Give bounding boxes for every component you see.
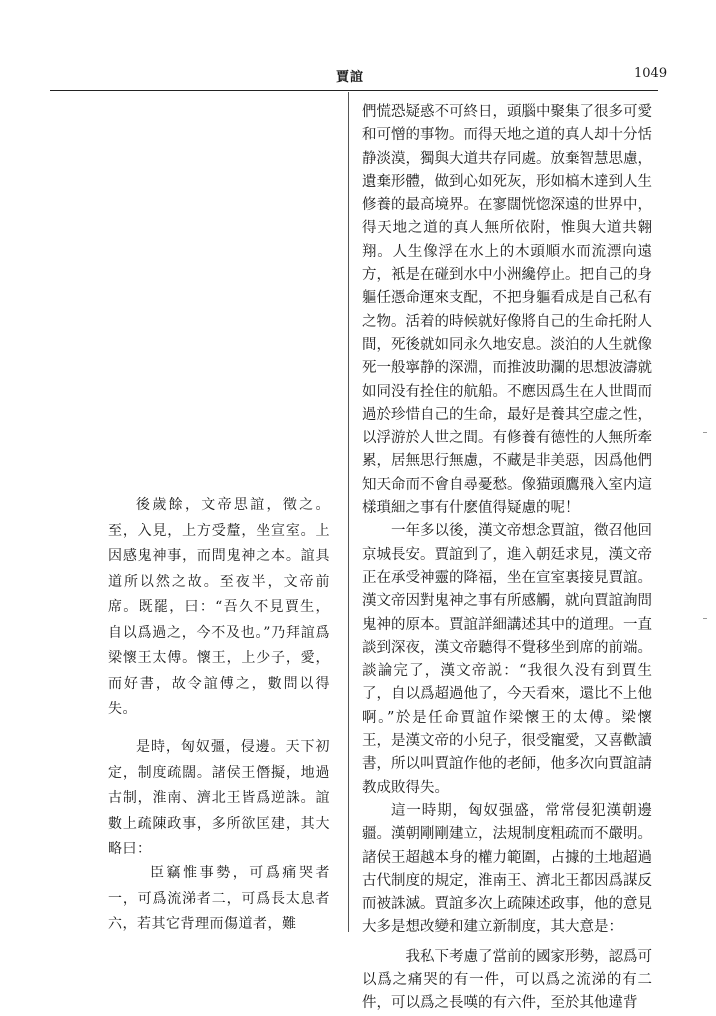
source-text-block-3 — [108, 861, 330, 938]
scan-edge-mark — [703, 618, 707, 619]
translation-paragraph: 我私下考慮了當前的國家形勢，認爲可以爲之痛哭的有一件，可以爲之流涕的有二件，可以爲之長嘆的有六件，至於其他違背 — [362, 948, 652, 1012]
scan-edge-mark — [703, 432, 707, 433]
source-paragraph: 後歲餘，文帝思誼，徵之。至，入見，上方受釐，坐宣室。上因感鬼神事，而問鬼神之本。誼具道所以然之故。至夜半，文帝前席。既罷，曰：“吾久不見賈生，自以爲過之，今不及也。”乃拜誼爲梁懷王太傅。懷王，上少子，愛，而好書，故令誼傅之，數問以得失。 — [108, 497, 330, 717]
source-text-block-1 — [108, 493, 330, 723]
translation-column — [362, 101, 652, 1016]
translation-paragraph: 一年多以後，漢文帝想念賈誼，徵召他回京城長安。賈誼到了，進入朝廷求見，漢文帝正在承受神靈的降福，坐在宣室裏接見賈誼。漢文帝因對鬼神之事有所感觸，就向賈誼詢問鬼神的原本。賈誼詳細講述其中的道理。一直談到深夜，漢文帝聽得不覺移坐到席的前端。談論完了，漢文帝説：“我很久没有到賈生了，自以爲超過他了，今天看來，還比不上他啊。”於是任命賈誼作梁懷王的太傅。梁懷王，是漢文帝的小兒子，很受寵愛，又喜歡讀書，所以叫賈誼作他的老師，他多次向賈誼請教成敗得失。 — [362, 523, 652, 796]
translation-paragraph: 們慌恐疑惑不可終日，頭腦中聚集了很多可愛和可憎的事物。而得天地之道的真人却十分恬静淡漠，獨與大道共存同處。放棄智慧思慮，遺棄形體，做到心如死灰，形如槁木達到人生修養的最高境界。在寥闊恍惚深遠的世界中，得天地之道的真人無所依附，惟與大道共翱翔。人生像浮在水上的木頭順水而流漂向遠方，衹是在碰到水中小洲纔停止。把自己的身軀任憑命運來支配，不把身軀看成是自己私有之物。活着的時候就好像將自己的生命托附人間，死後就如同永久地安息。淡泊的人生就像死一般寧静的深淵，而推波助瀾的思想波濤就如同没有拴住的航船。不應因爲生在人世間而過於珍惜自己的生命，最好是養其空虚之性，以浮游於人世之間。有修養有德性的人無所牽累，居無思行無慮，不藏是非美惡，因爲他們知天命而不會自尋憂愁。像猫頭鷹飛入室内這樣瑣細之事有什麽值得疑慮的呢！ — [362, 104, 652, 517]
page-number: 1049 — [634, 66, 668, 81]
running-header-title: 賈誼 — [336, 70, 365, 85]
source-paragraph: 是時，匈奴彊，侵邊。天下初定，制度疏闊。諸侯王僭擬，地過古制，淮南、濟北王皆爲逆誅。誼數上疏陳政事，多所欲匡建，其大略曰： — [108, 739, 330, 857]
source-paragraph: 臣竊惟事勢，可爲痛哭者一，可爲流涕者二，可爲長太息者六，若其它背理而傷道者，難 — [108, 865, 330, 932]
translation-paragraph: 這一時期，匈奴强盛，常常侵犯漢朝邊疆。漢朝剛剛建立，法規制度粗疏而不嚴明。諸侯王超越本身的權力範圍，占據的土地超過古代制度的規定，淮南王、濟北王都因爲謀反而被誅滅。賈誼多次上疏陳述政事，他的意見大多是想改變和建立新制度，其大意是： — [362, 802, 652, 936]
source-text-block-2 — [108, 735, 330, 863]
column-divider — [348, 92, 349, 932]
header-rule — [50, 90, 658, 91]
